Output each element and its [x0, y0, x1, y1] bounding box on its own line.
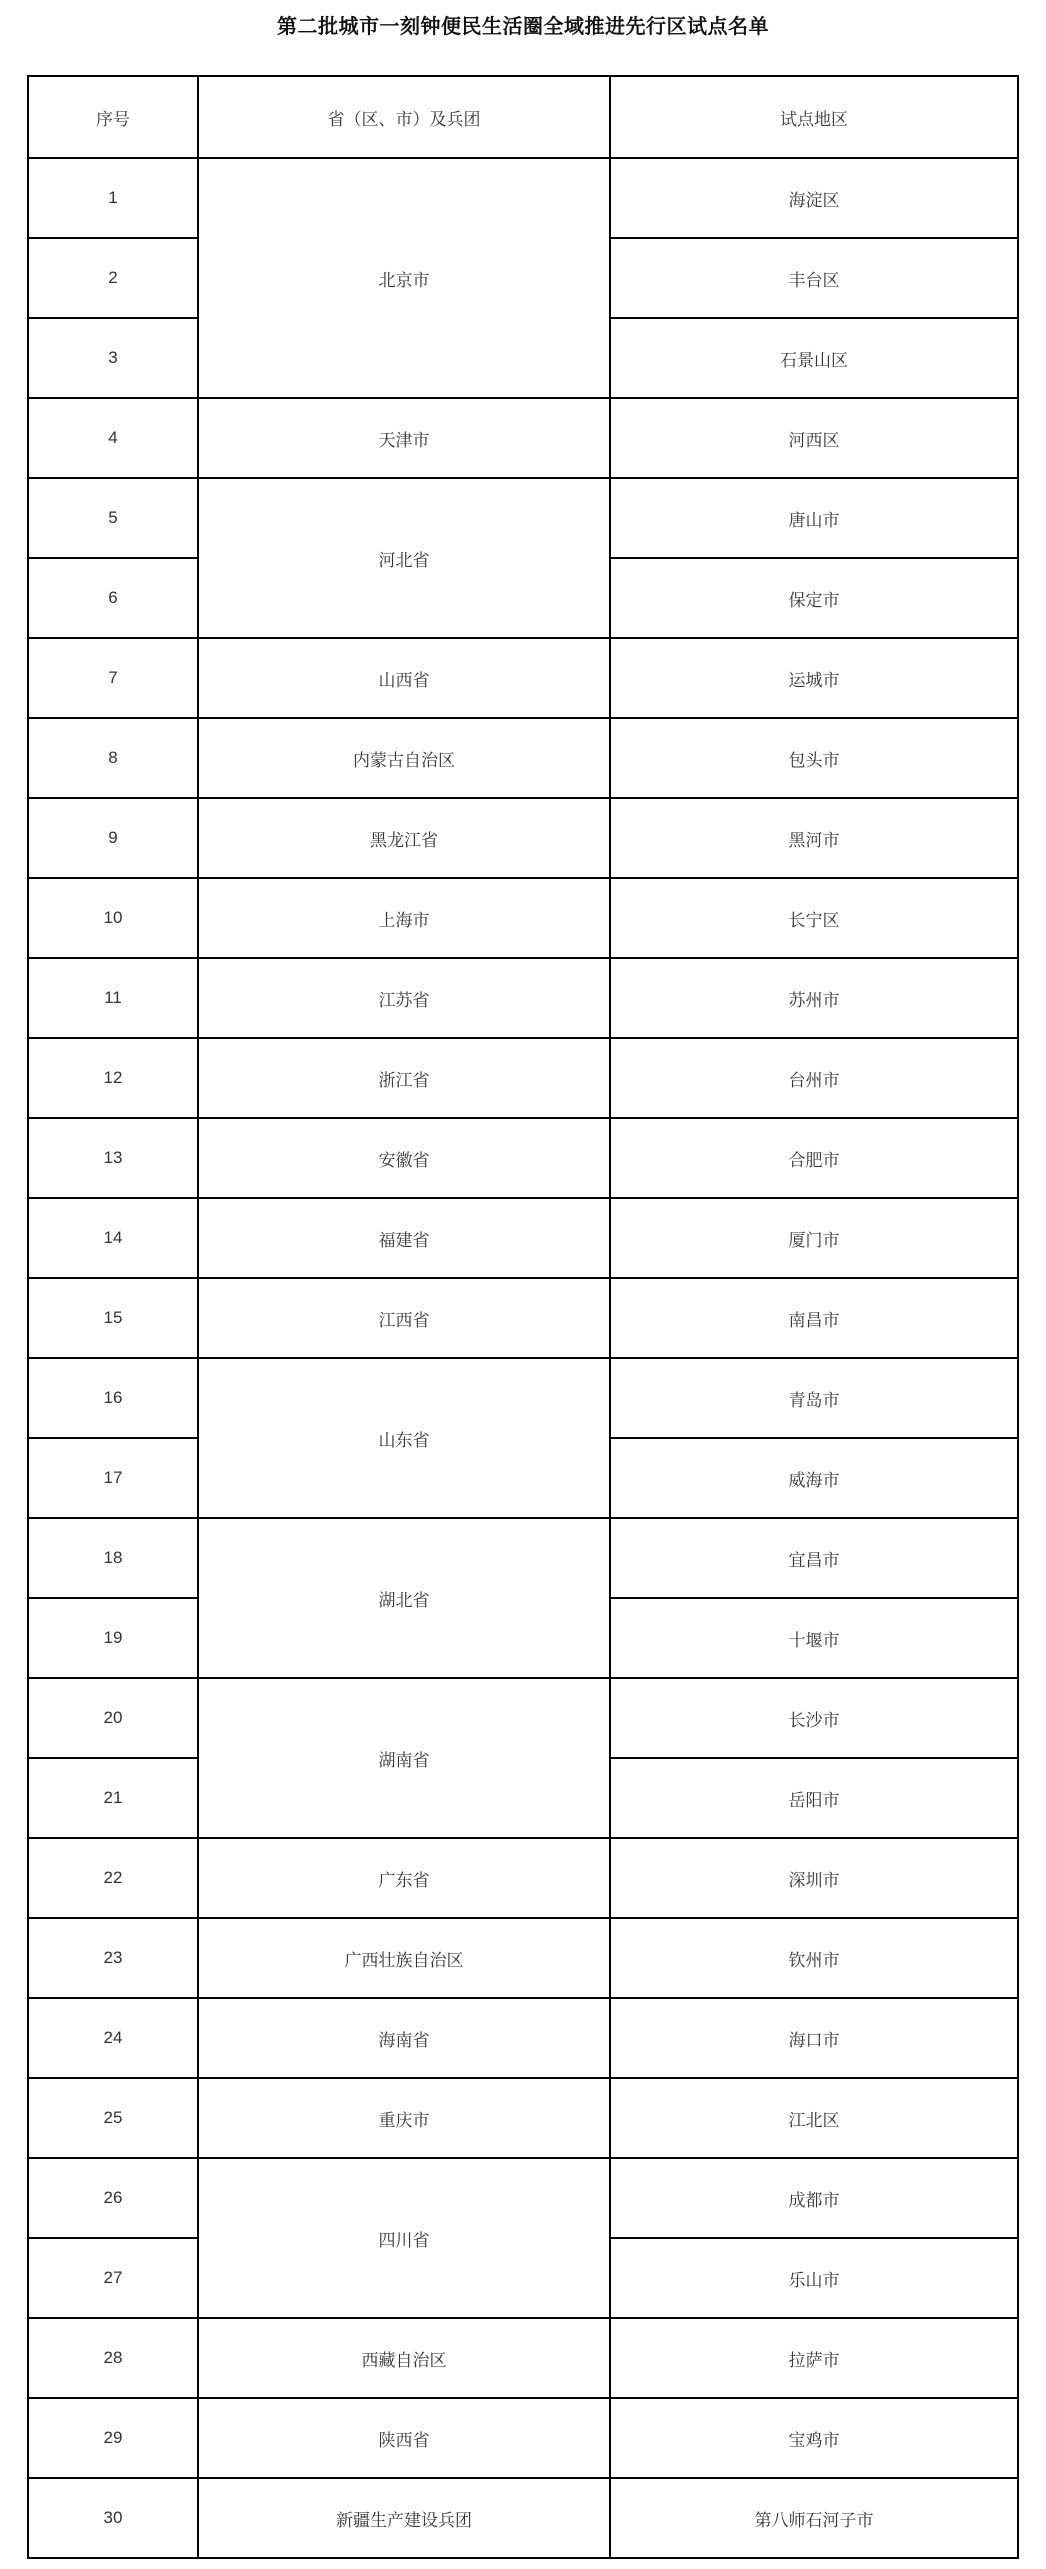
area-cell: 第八师石河子市 — [610, 2478, 1018, 2558]
row-number-cell: 2 — [28, 238, 198, 318]
area-cell: 包头市 — [610, 718, 1018, 798]
province-cell: 山东省 — [198, 1358, 610, 1518]
province-cell: 安徽省 — [198, 1118, 610, 1198]
province-cell: 江苏省 — [198, 958, 610, 1038]
table-row — [28, 1038, 1018, 1118]
row-number-cell: 17 — [28, 1438, 198, 1518]
area-cell: 黑河市 — [610, 798, 1018, 878]
row-number-cell: 25 — [28, 2078, 198, 2158]
province-cell: 陕西省 — [198, 2398, 610, 2478]
table-row — [28, 2318, 1018, 2398]
row-number-cell: 12 — [28, 1038, 198, 1118]
province-cell: 广西壮族自治区 — [198, 1918, 610, 1998]
area-cell: 丰台区 — [610, 238, 1018, 318]
table-row — [28, 1358, 1018, 1438]
province-cell: 湖北省 — [198, 1518, 610, 1678]
area-cell: 海口市 — [610, 1998, 1018, 2078]
area-cell: 乐山市 — [610, 2238, 1018, 2318]
pilot-areas-table — [27, 75, 1019, 2559]
table-header — [28, 76, 1018, 158]
province-cell: 广东省 — [198, 1838, 610, 1918]
area-cell: 宝鸡市 — [610, 2398, 1018, 2478]
row-number-cell: 30 — [28, 2478, 198, 2558]
area-cell: 长宁区 — [610, 878, 1018, 958]
row-number-cell: 28 — [28, 2318, 198, 2398]
row-number-cell: 5 — [28, 478, 198, 558]
table-row — [28, 1838, 1018, 1918]
table-body — [28, 158, 1018, 2558]
table-row — [28, 1678, 1018, 1758]
table-row — [28, 2078, 1018, 2158]
row-number-cell: 18 — [28, 1518, 198, 1598]
row-number-cell: 29 — [28, 2398, 198, 2478]
province-cell: 浙江省 — [198, 1038, 610, 1118]
province-cell: 山西省 — [198, 638, 610, 718]
province-cell: 内蒙古自治区 — [198, 718, 610, 798]
table-row — [28, 398, 1018, 478]
province-cell: 江西省 — [198, 1278, 610, 1358]
area-cell: 唐山市 — [610, 478, 1018, 558]
area-cell: 拉萨市 — [610, 2318, 1018, 2398]
area-cell: 合肥市 — [610, 1118, 1018, 1198]
area-cell: 南昌市 — [610, 1278, 1018, 1358]
area-cell: 青岛市 — [610, 1358, 1018, 1438]
header-cell-province: 省（区、市）及兵团 — [198, 76, 610, 158]
area-cell: 厦门市 — [610, 1198, 1018, 1278]
table-row — [28, 638, 1018, 718]
row-number-cell: 8 — [28, 718, 198, 798]
area-cell: 岳阳市 — [610, 1758, 1018, 1838]
table-row — [28, 1918, 1018, 1998]
province-cell: 黑龙江省 — [198, 798, 610, 878]
province-cell: 湖南省 — [198, 1678, 610, 1838]
area-cell: 长沙市 — [610, 1678, 1018, 1758]
province-cell: 北京市 — [198, 158, 610, 398]
area-cell: 石景山区 — [610, 318, 1018, 398]
area-cell: 保定市 — [610, 558, 1018, 638]
table-row — [28, 2398, 1018, 2478]
header-cell-pilot-area: 试点地区 — [610, 76, 1018, 158]
row-number-cell: 4 — [28, 398, 198, 478]
table-row — [28, 478, 1018, 558]
area-cell: 深圳市 — [610, 1838, 1018, 1918]
table-row — [28, 798, 1018, 878]
province-cell: 海南省 — [198, 1998, 610, 2078]
row-number-cell: 15 — [28, 1278, 198, 1358]
row-number-cell: 21 — [28, 1758, 198, 1838]
province-cell: 上海市 — [198, 878, 610, 958]
row-number-cell: 26 — [28, 2158, 198, 2238]
header-cell-index: 序号 — [28, 76, 198, 158]
province-cell: 天津市 — [198, 398, 610, 478]
province-cell: 福建省 — [198, 1198, 610, 1278]
header-row — [28, 76, 1018, 158]
area-cell: 宜昌市 — [610, 1518, 1018, 1598]
row-number-cell: 11 — [28, 958, 198, 1038]
row-number-cell: 9 — [28, 798, 198, 878]
row-number-cell: 3 — [28, 318, 198, 398]
table-row — [28, 958, 1018, 1038]
province-cell: 新疆生产建设兵团 — [198, 2478, 610, 2558]
table-row — [28, 158, 1018, 238]
area-cell: 苏州市 — [610, 958, 1018, 1038]
table-row — [28, 878, 1018, 958]
row-number-cell: 14 — [28, 1198, 198, 1278]
area-cell: 成都市 — [610, 2158, 1018, 2238]
province-cell: 河北省 — [198, 478, 610, 638]
row-number-cell: 7 — [28, 638, 198, 718]
table-row — [28, 2478, 1018, 2558]
area-cell: 江北区 — [610, 2078, 1018, 2158]
row-number-cell: 24 — [28, 1998, 198, 2078]
table-title: 第二批城市一刻钟便民生活圈全域推进先行区试点名单 — [277, 16, 769, 38]
row-number-cell: 19 — [28, 1598, 198, 1678]
area-cell: 海淀区 — [610, 158, 1018, 238]
row-number-cell: 16 — [28, 1358, 198, 1438]
row-number-cell: 13 — [28, 1118, 198, 1198]
row-number-cell: 1 — [28, 158, 198, 238]
table-row — [28, 1118, 1018, 1198]
province-cell: 西藏自治区 — [198, 2318, 610, 2398]
row-number-cell: 20 — [28, 1678, 198, 1758]
area-cell: 河西区 — [610, 398, 1018, 478]
table-row — [28, 1518, 1018, 1598]
area-cell: 钦州市 — [610, 1918, 1018, 1998]
table-row — [28, 1278, 1018, 1358]
row-number-cell: 23 — [28, 1918, 198, 1998]
table-row — [28, 1998, 1018, 2078]
area-cell: 十堰市 — [610, 1598, 1018, 1678]
table-row — [28, 1198, 1018, 1278]
area-cell: 威海市 — [610, 1438, 1018, 1518]
table-row — [28, 718, 1018, 798]
row-number-cell: 6 — [28, 558, 198, 638]
province-cell: 重庆市 — [198, 2078, 610, 2158]
area-cell: 运城市 — [610, 638, 1018, 718]
table-row — [28, 2158, 1018, 2238]
area-cell: 台州市 — [610, 1038, 1018, 1118]
province-cell: 四川省 — [198, 2158, 610, 2318]
row-number-cell: 27 — [28, 2238, 198, 2318]
row-number-cell: 10 — [28, 878, 198, 958]
row-number-cell: 22 — [28, 1838, 198, 1918]
